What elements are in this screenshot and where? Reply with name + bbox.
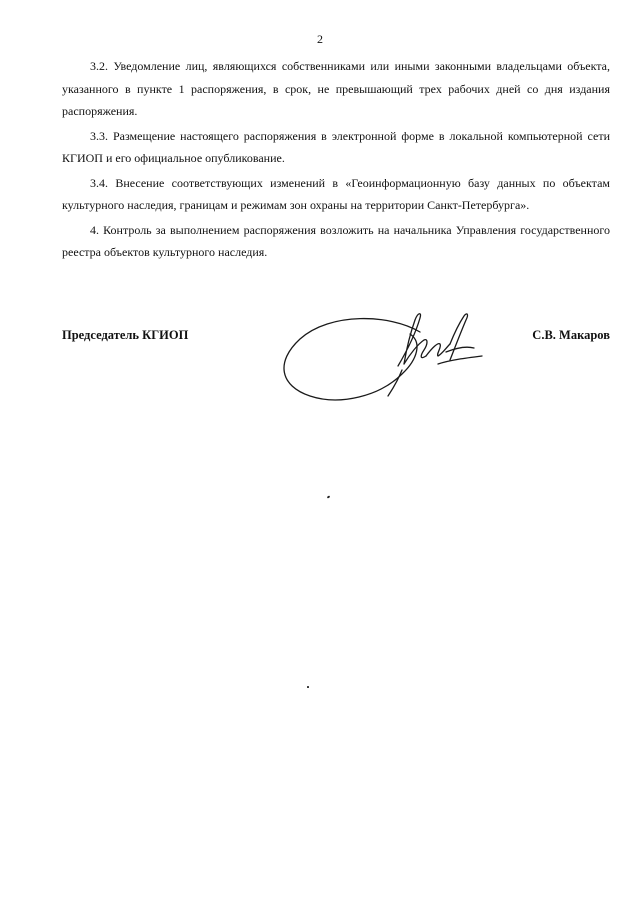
handwritten-signature	[270, 304, 490, 414]
scan-speck	[307, 686, 309, 688]
page-number: 2	[317, 32, 323, 46]
paragraph-3-4: 3.4. Внесение соответствующих изменений в «Геоинформационную базу данных по объектам культурного наследия, границам и режимам зон охраны на территории Санкт-Петербурга».	[62, 175, 610, 212]
document-body	[62, 55, 610, 266]
paragraph-3-2: 3.2. Уведомление лиц, являющихся собственниками или иными законными владельцами объекта, указанного в пункте 1 распоряжения, в срок, не превышающий трех рабочих дней со дня издания распоряжения.	[62, 59, 610, 118]
signer-title: Председатель КГИОП	[62, 328, 189, 342]
scan-speck	[327, 495, 331, 498]
paragraph-3-3: 3.3. Размещение настоящего распоряжения в электронной форме в локальной компьютерной сети КГИОП и его официальное опубликование.	[62, 128, 610, 165]
signer-name: С.В. Макаров	[532, 328, 610, 342]
signature-block	[62, 328, 610, 428]
paragraph-4: 4. Контроль за выполнением распоряжения возложить на начальника Управления государственного реестра объектов культурного наследия.	[62, 222, 610, 259]
